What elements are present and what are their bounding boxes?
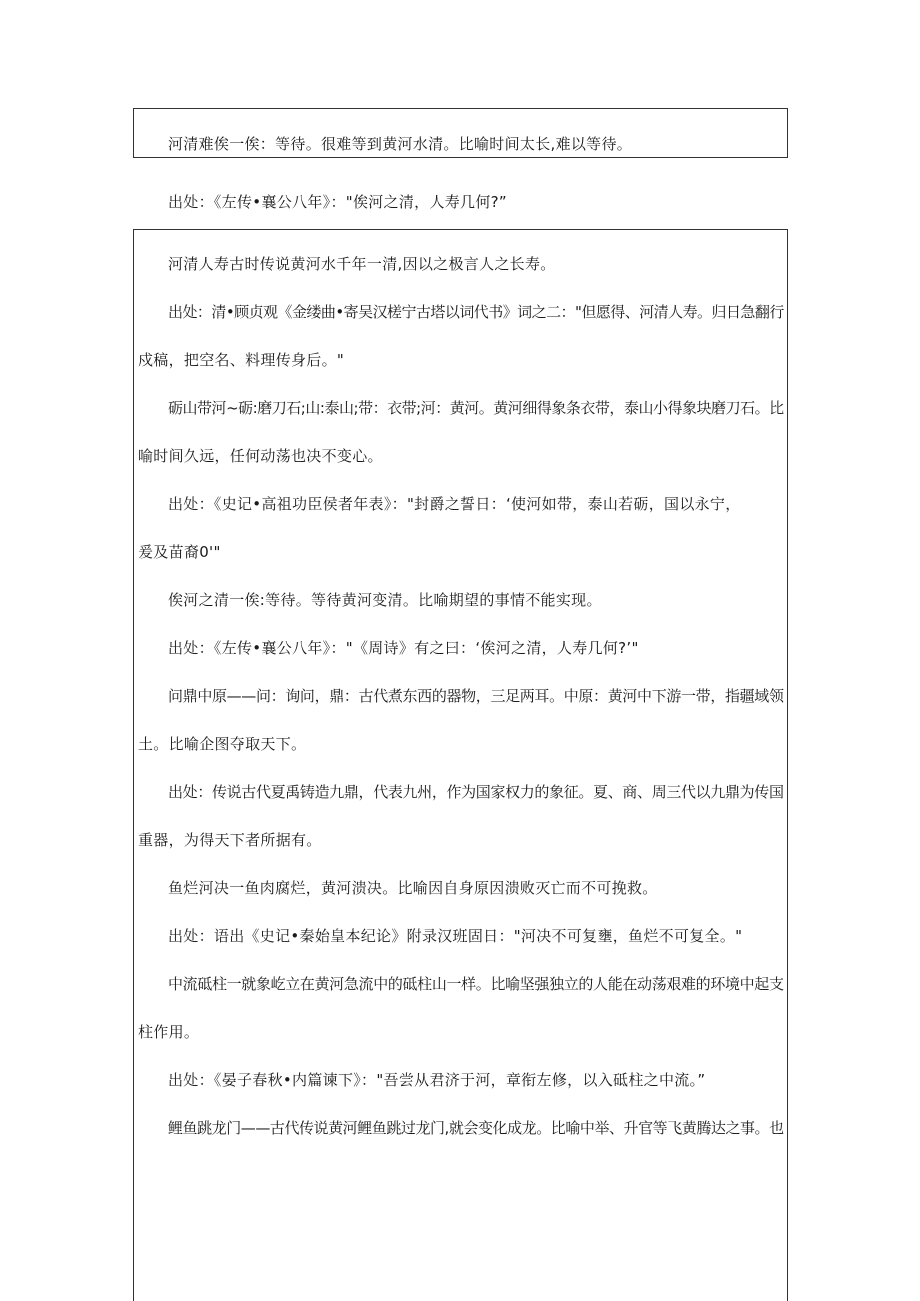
source-line: 出处：《晏子春秋•内篇谏下》："吾尝从君济于河，章衔左修，以入砥柱之中流。” xyxy=(168,1071,706,1089)
idiom-entry: 鲤鱼跳龙门——古代传说黄河鲤鱼跳过龙门,就会变化成龙。比喻中举、升官等飞黄腾达之事。也 xyxy=(168,1119,784,1137)
idiom-entry: 砺山带河~砺:磨刀石;山:泰山;带：衣带;河：黄河。黄河细得象条衣带，泰山小得象块磨刀石。比 xyxy=(168,399,784,417)
idiom-entry: 河清人寿古时传说黄河水千年一清,因以之极言人之长寿。 xyxy=(168,255,556,273)
source-line: 出处：《史记•高祖功臣侯者年表》："封爵之誓日：‘使河如带，泰山若砺，国以永宁， xyxy=(168,495,741,513)
source-line-continued: 戍稿，把空名、料理传身后。" xyxy=(138,351,345,369)
source-line-continued: 重器，为得天下者所据有。 xyxy=(138,831,322,849)
source-line: 出处：《左传•襄公八年》："俟河之清，人寿几何?” xyxy=(168,193,507,211)
idiom-entry-continued: 喻时间久远，任何动荡也决不变心。 xyxy=(138,447,383,465)
idiom-entry: 鱼烂河决一鱼肉腐烂，黄河溃决。比喻因自身原因溃败灭亡而不可挽救。 xyxy=(168,879,658,897)
idiom-entry: 中流砥柱一就象屹立在黄河急流中的砥柱山一样。比喻坚强独立的人能在动荡艰难的环境中起支 xyxy=(168,975,784,993)
definition-box-main xyxy=(133,229,788,1301)
idiom-entry-continued: 柱作用。 xyxy=(138,1023,200,1041)
idiom-entry: 俟河之清一俟:等待。等待黄河变清。比喻期望的事情不能实现。 xyxy=(168,591,602,609)
idiom-entry-heqingnansi: 河清难俟一俟：等待。很难等到黄河水清。比喻时间太长,难以等待。 xyxy=(168,135,633,153)
source-line: 出处：语出《史记•秦始皇本纪论》附录汉班固日："河决不可复壅，鱼烂不可复全。" xyxy=(168,927,743,945)
source-line-continued: 爰及苗裔0'" xyxy=(138,543,221,561)
source-line: 出处：《左传•襄公八年》："《周诗》有之曰：‘俟河之清，人寿几何?’" xyxy=(168,639,639,657)
idiom-entry-continued: 土。比喻企图夺取天下。 xyxy=(138,735,307,753)
source-line: 出处：传说古代夏禹铸造九鼎，代表九州，作为国家权力的象征。夏、商、周三代以九鼎为传国 xyxy=(168,783,784,801)
source-line: 出处：清•顾贞观《金缕曲•寄吴汉槎宁古塔以词代书》词之二："但愿得、河清人寿。归日急翻行 xyxy=(168,303,784,321)
idiom-entry: 问鼎中原——问：询问，鼎：古代煮东西的器物，三足两耳。中原：黄河中下游一带，指疆域领 xyxy=(168,687,784,705)
